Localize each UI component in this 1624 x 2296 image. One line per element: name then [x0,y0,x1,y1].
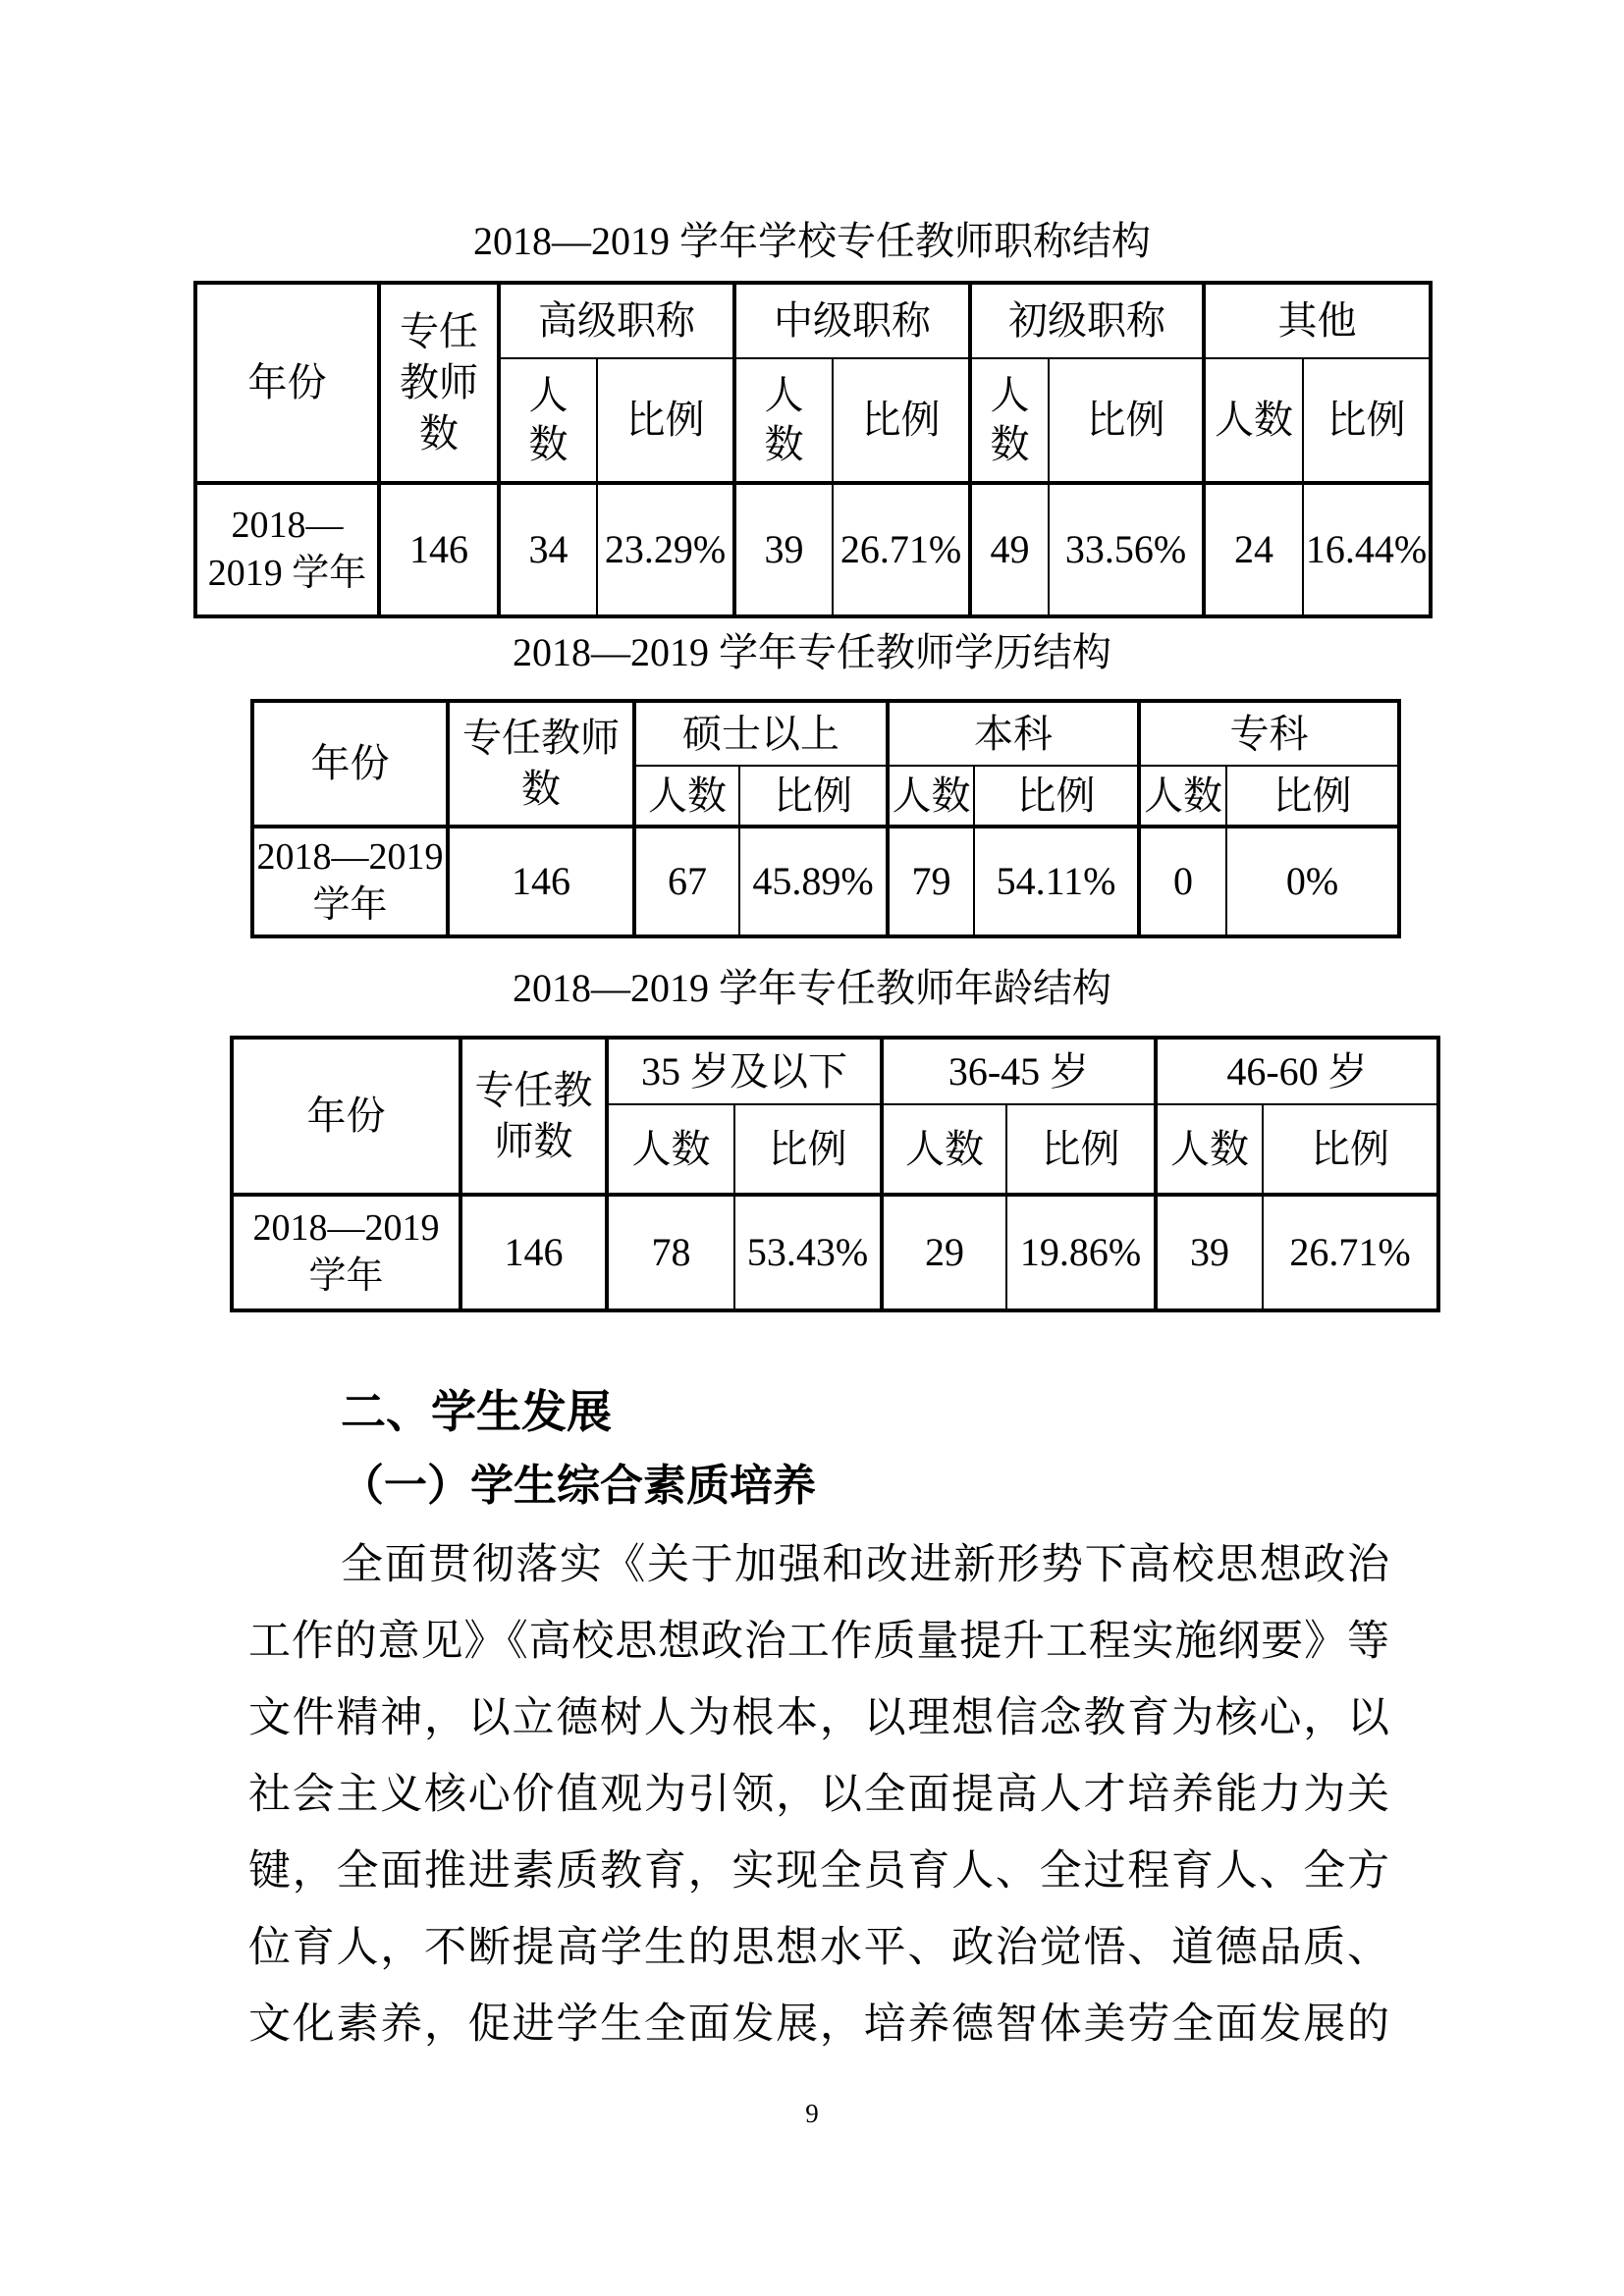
ratio-column-header: 比例 [734,1104,882,1195]
group-header-age-35-under: 35 岁及以下 [607,1038,882,1104]
group-header-age-46-60: 46-60 岁 [1156,1038,1438,1104]
teacher-age-structure-table [230,1036,1440,1312]
paragraph-line: 全面贯彻落实《关于加强和改进新形势下高校思想政治 [341,1542,1389,1588]
ratio-column-header: 比例 [833,358,970,483]
year-cell: 2018—2019 学年 [195,483,379,616]
group-header-bachelor: 本科 [888,701,1139,766]
ratio-column-header: 比例 [1049,358,1204,483]
paragraph-line: 键，全面推进素质教育，实现全员育人、全过程育人、全方 [248,1848,1389,1895]
ratio-cell: 23.29% [597,483,734,616]
paragraph-line: 社会主义核心价值观为引领，以全面提高人才培养能力为关 [248,1772,1389,1818]
group-header-intermediate-rank: 中级职称 [734,283,970,358]
total-cell: 146 [460,1195,607,1310]
year-column-header: 年份 [195,283,379,483]
ratio-column-header: 比例 [1303,358,1431,483]
count-column-header: 人数 [1204,358,1303,483]
count-cell: 39 [734,483,833,616]
paragraph-line: 位育人，不断提高学生的思想水平、政治觉悟、道德品质、 [248,1925,1389,1971]
year-cell: 2018—2019 学年 [252,827,448,936]
page-number: 9 [805,2099,819,2128]
teacher-rank-structure-table [193,281,1433,618]
group-header-other-rank: 其他 [1204,283,1431,358]
year-cell: 2018—2019 学年 [232,1195,460,1310]
teacher-education-structure-table [250,699,1401,938]
ratio-column-header: 比例 [739,766,888,827]
paragraph-line: 文件精神，以立德树人为根本，以理想信念教育为核心，以 [248,1695,1389,1741]
ratio-cell: 0% [1226,827,1399,936]
count-column-header: 人数 [634,766,739,827]
paragraph-line: 文化素养，促进学生全面发展，培养德智体美劳全面发展的 [248,2002,1389,2048]
group-header-associate: 专科 [1139,701,1399,766]
count-cell: 67 [634,827,739,936]
count-cell: 24 [1204,483,1303,616]
ratio-column-header: 比例 [1263,1104,1438,1195]
group-header-junior-rank: 初级职称 [970,283,1204,358]
total-teachers-column-header: 专任教师数 [460,1038,607,1195]
group-header-age-36-45: 36-45 岁 [882,1038,1156,1104]
year-column-header: 年份 [252,701,448,827]
ratio-cell: 26.71% [833,483,970,616]
ratio-column-header: 比例 [1006,1104,1156,1195]
count-column-header: 人数 [970,358,1049,483]
count-cell: 34 [499,483,597,616]
count-column-header: 人数 [499,358,597,483]
ratio-cell: 53.43% [734,1195,882,1310]
ratio-cell: 54.11% [974,827,1139,936]
ratio-cell: 16.44% [1303,483,1431,616]
count-column-header: 人数 [607,1104,734,1195]
count-cell: 49 [970,483,1049,616]
ratio-cell: 26.71% [1263,1195,1438,1310]
total-teachers-column-header: 专任教师数 [379,283,499,483]
ratio-cell: 19.86% [1006,1195,1156,1310]
count-cell: 39 [1156,1195,1263,1310]
table-title-education-structure: 2018—2019 学年专任教师学历结构 [513,630,1111,674]
count-column-header: 人数 [882,1104,1006,1195]
subsection-heading-comprehensive-quality: （一）学生综合素质培养 [341,1462,816,1510]
table-title-rank-structure: 2018—2019 学年学校专任教师职称结构 [473,219,1151,263]
table-title-age-structure: 2018—2019 学年专任教师年龄结构 [513,966,1111,1010]
count-column-header: 人数 [734,358,833,483]
count-cell: 29 [882,1195,1006,1310]
ratio-cell: 45.89% [739,827,888,936]
count-cell: 0 [1139,827,1226,936]
section-heading-student-development: 二、学生发展 [341,1386,612,1437]
total-cell: 146 [379,483,499,616]
total-cell: 146 [448,827,634,936]
count-column-header: 人数 [888,766,974,827]
year-column-header: 年份 [232,1038,460,1195]
count-column-header: 人数 [1156,1104,1263,1195]
ratio-cell: 33.56% [1049,483,1204,616]
count-cell: 78 [607,1195,734,1310]
group-header-senior-rank: 高级职称 [499,283,734,358]
paragraph-line: 工作的意见》《高校思想政治工作质量提升工程实施纲要》等 [248,1619,1389,1665]
ratio-column-header: 比例 [597,358,734,483]
ratio-column-header: 比例 [1226,766,1399,827]
group-header-master-and-above: 硕士以上 [634,701,888,766]
ratio-column-header: 比例 [974,766,1139,827]
total-teachers-column-header: 专任教师数 [448,701,634,827]
count-cell: 79 [888,827,974,936]
count-column-header: 人数 [1139,766,1226,827]
body-paragraph [248,1527,1389,2063]
